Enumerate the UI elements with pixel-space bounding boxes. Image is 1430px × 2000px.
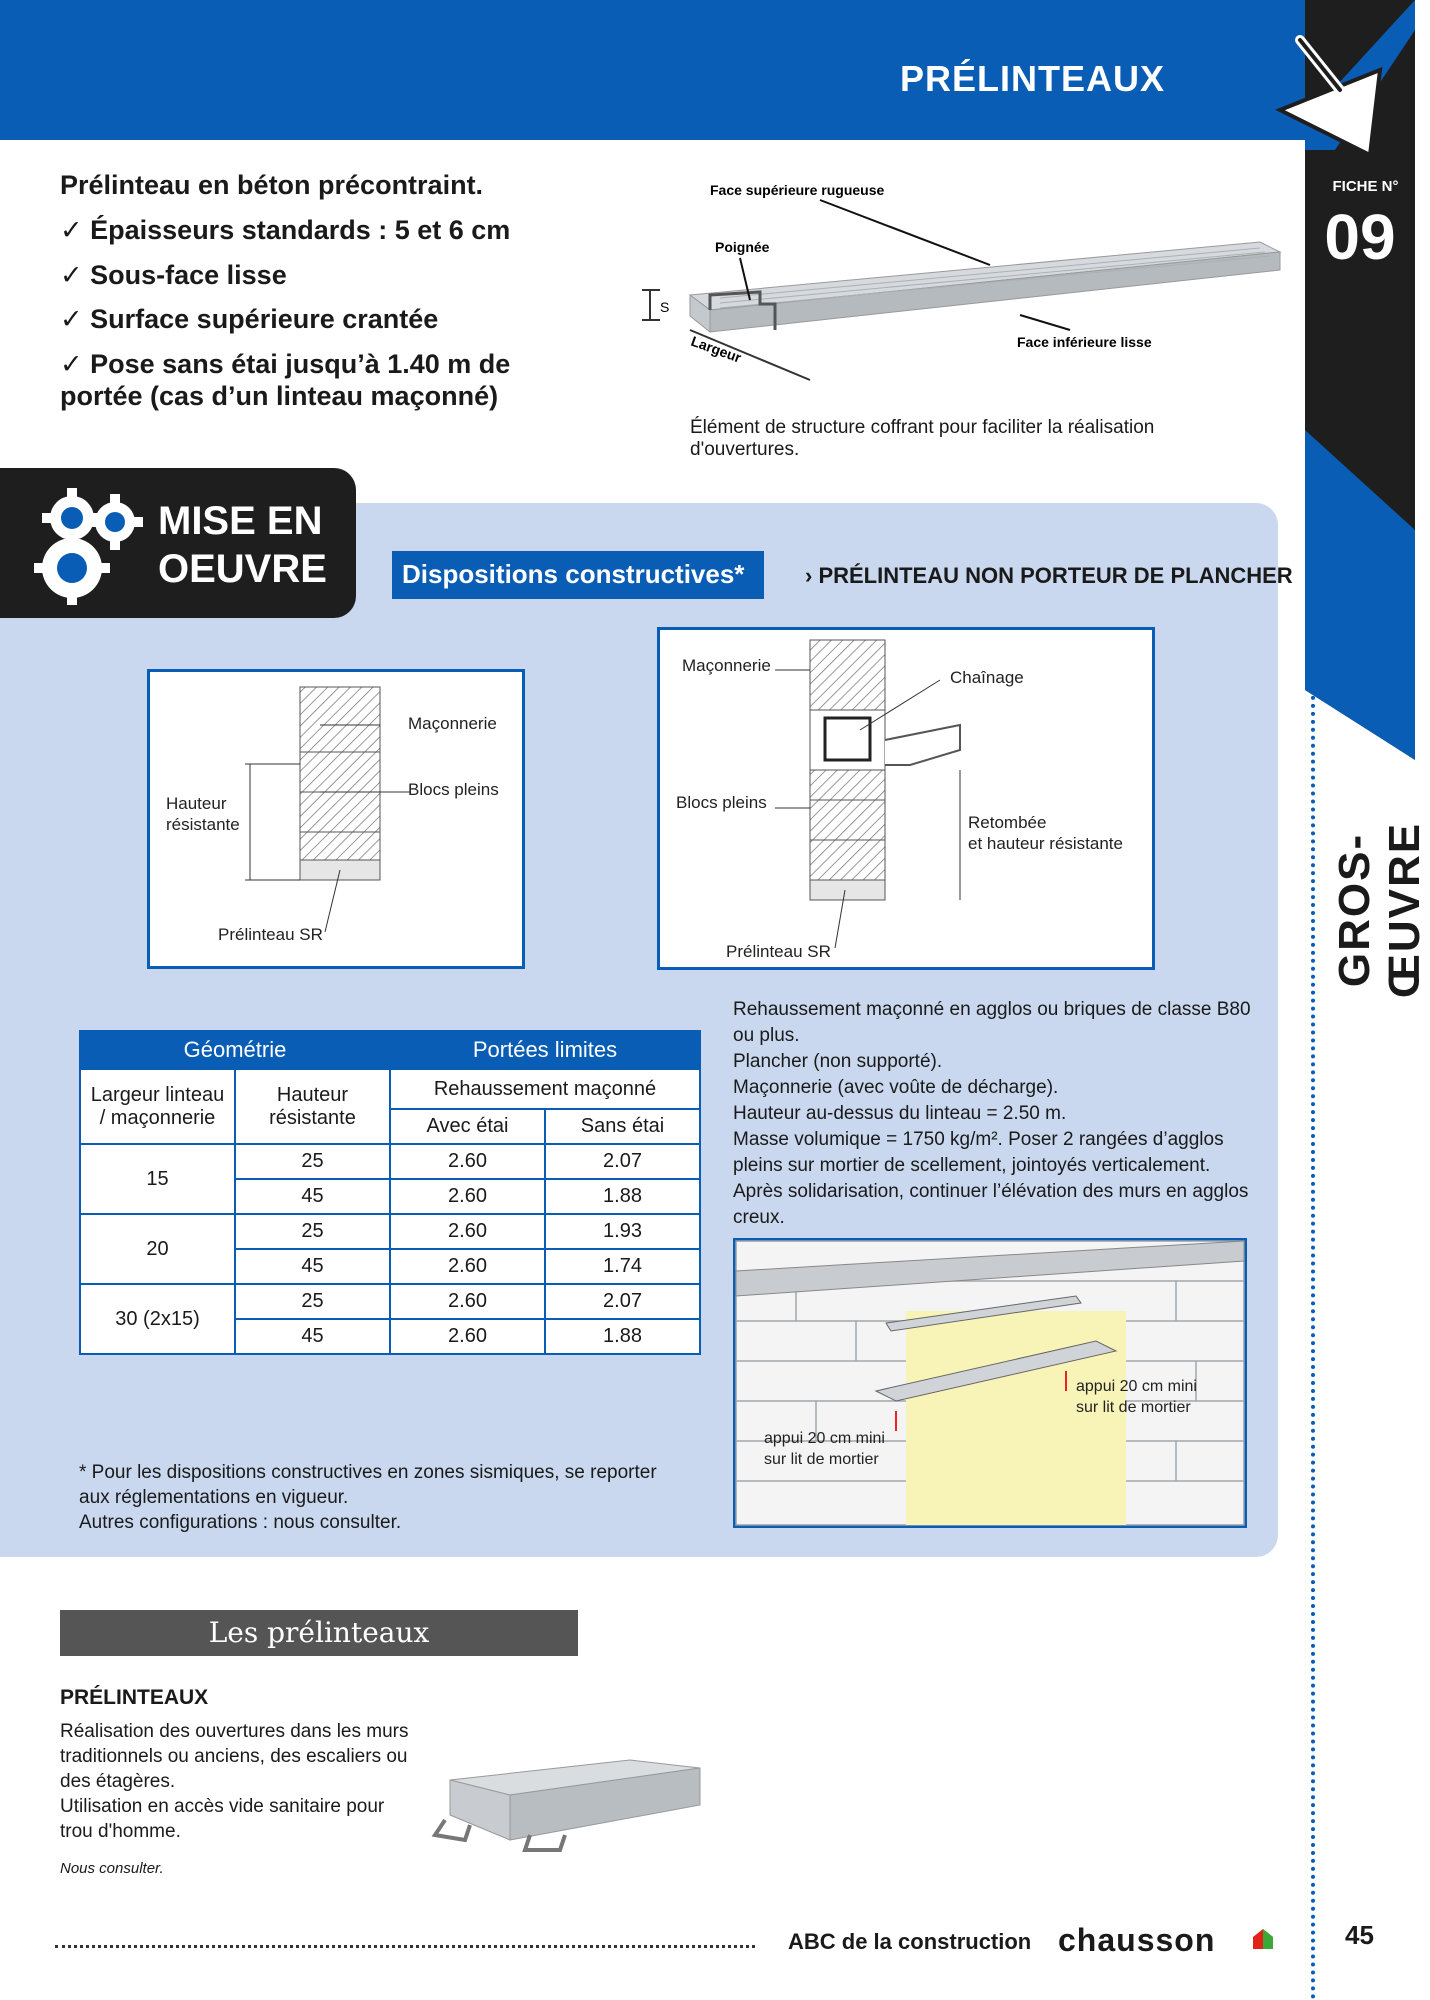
thickness-label: S bbox=[660, 299, 670, 315]
table-header-limits: Portées limites bbox=[390, 1031, 700, 1069]
masonry-block bbox=[300, 687, 380, 877]
label-lintel: Prélinteau SR bbox=[726, 942, 831, 961]
bottom-face-label: Face inférieure lisse bbox=[1017, 334, 1152, 350]
section-badge-label: MISE EN OEUVRE bbox=[158, 499, 327, 591]
table-header-height: Hauteur résistante bbox=[235, 1069, 390, 1144]
table-row: 45 2.60 1.88 bbox=[80, 1179, 700, 1214]
brand-logo: chausson bbox=[1058, 1922, 1216, 1958]
panel-subtitle: › PRÉLINTEAU NON PORTEUR DE PLANCHER bbox=[805, 563, 1293, 588]
footnote: * Pour les dispositions constructives en zones sismiques, se reporter aux réglementations en vigueur. Autres configurations : nous consulter. bbox=[79, 1462, 657, 1533]
label-chain: Chaînage bbox=[950, 668, 1024, 687]
label-support: sur lit de mortier bbox=[1076, 1399, 1191, 1416]
product-image bbox=[430, 1740, 710, 1850]
spec-line: Maçonnerie (avec voûte de décharge). bbox=[733, 1077, 1059, 1098]
footer-divider bbox=[55, 1945, 755, 1948]
table-header-without: Sans étai bbox=[545, 1109, 700, 1144]
side-dotted-line bbox=[1311, 680, 1315, 2000]
intro-bullet: ✓ Épaisseurs standards : 5 et 6 cm bbox=[60, 215, 511, 245]
label-lintel: Prélinteau SR bbox=[218, 925, 323, 944]
prelintel-illustration bbox=[620, 170, 1290, 400]
page-number: 45 bbox=[1345, 1920, 1374, 1950]
label-blocks: Blocs pleins bbox=[676, 793, 767, 812]
prelintel-sr bbox=[810, 880, 885, 900]
footer-title: ABC de la construction bbox=[788, 1929, 1032, 1954]
fiche-number: 09 bbox=[1324, 201, 1396, 273]
spec-line: Rehaussement maçonné en agglos ou briques de classe B80 ou plus. bbox=[733, 999, 1251, 1046]
label-height: résistante bbox=[166, 815, 240, 834]
hero-caption: Élément de structure coffrant pour faciliter la réalisation d'ouvertures. bbox=[690, 417, 1155, 460]
brand-logo-mark bbox=[1253, 1929, 1273, 1949]
product-section-header: Les prélinteaux bbox=[60, 1610, 578, 1656]
spec-line: Masse volumique = 1750 kg/m². Poser 2 rangées d’agglos pleins sur mortier de scellement, jointoyés verticalement. Après solidarisation, continuer l’élévation des murs en agglos creux. bbox=[733, 1129, 1249, 1228]
label-support: appui 20 cm mini bbox=[764, 1430, 885, 1447]
table-row: 45 2.60 1.74 bbox=[80, 1249, 700, 1284]
spec-line: Plancher (non supporté). bbox=[733, 1051, 943, 1072]
top-face-label: Face supérieure rugueuse bbox=[710, 182, 885, 198]
label-height: Hauteur bbox=[166, 794, 227, 813]
category-label: GROS-ŒUVRE bbox=[1330, 821, 1429, 999]
label-drop: Retombée bbox=[968, 813, 1047, 832]
product-note: Nous consulter. bbox=[60, 1860, 164, 1877]
table-header-raise: Rehaussement maçonné bbox=[390, 1069, 700, 1109]
label-drop: et hauteur résistante bbox=[968, 834, 1123, 853]
intro-bullet: ✓ Pose sans étai jusqu’à 1.40 m de portée (cas d’un linteau maçonné) bbox=[60, 349, 511, 411]
table-header-with: Avec étai bbox=[390, 1109, 545, 1144]
intro-title: Prélinteau en béton précontraint. bbox=[60, 170, 484, 200]
diagram-right bbox=[657, 627, 1155, 970]
label-masonry: Maçonnerie bbox=[682, 656, 771, 675]
product-description: Réalisation des ouvertures dans les murs traditionnels ou anciens, des escaliers ou des étagères. Utilisation en accès vide sanitaire pour trou d'homme. bbox=[60, 1721, 409, 1842]
table-row: 45 2.60 1.88 bbox=[80, 1319, 700, 1354]
page-title: PRÉLINTEAUX bbox=[899, 58, 1165, 99]
gears-icon bbox=[30, 480, 150, 605]
handle-label: Poignée bbox=[715, 239, 770, 255]
intro-bullet: ✓ Surface supérieure crantée bbox=[60, 304, 439, 334]
spec-text bbox=[733, 997, 1253, 1231]
width-label: Largeur bbox=[688, 332, 744, 366]
fiche-label: FICHE N° bbox=[1332, 178, 1399, 195]
limits-table bbox=[79, 1030, 701, 1355]
intro-bullet: ✓ Sous-face lisse bbox=[60, 260, 287, 290]
label-blocks: Blocs pleins bbox=[408, 780, 499, 799]
table-header-geometry: Géométrie bbox=[80, 1031, 390, 1069]
table-row: 20 25 2.60 1.93 bbox=[80, 1214, 700, 1249]
table-row: 15 25 2.60 2.07 bbox=[80, 1144, 700, 1179]
table-row: 30 (2x15) 25 2.60 2.07 bbox=[80, 1284, 700, 1319]
label-support: appui 20 cm mini bbox=[1076, 1378, 1197, 1395]
product-title: PRÉLINTEAUX bbox=[60, 1686, 209, 1709]
label-masonry: Maçonnerie bbox=[408, 714, 497, 733]
diagram-left bbox=[147, 669, 525, 969]
dispositions-tab: Dispositions constructives* bbox=[392, 551, 764, 599]
wall-illustration bbox=[733, 1238, 1247, 1528]
label-support: sur lit de mortier bbox=[764, 1451, 879, 1468]
spec-line: Hauteur au-dessus du linteau = 2.50 m. bbox=[733, 1103, 1067, 1124]
table-header-width: Largeur linteau / maçonnerie bbox=[80, 1069, 235, 1144]
